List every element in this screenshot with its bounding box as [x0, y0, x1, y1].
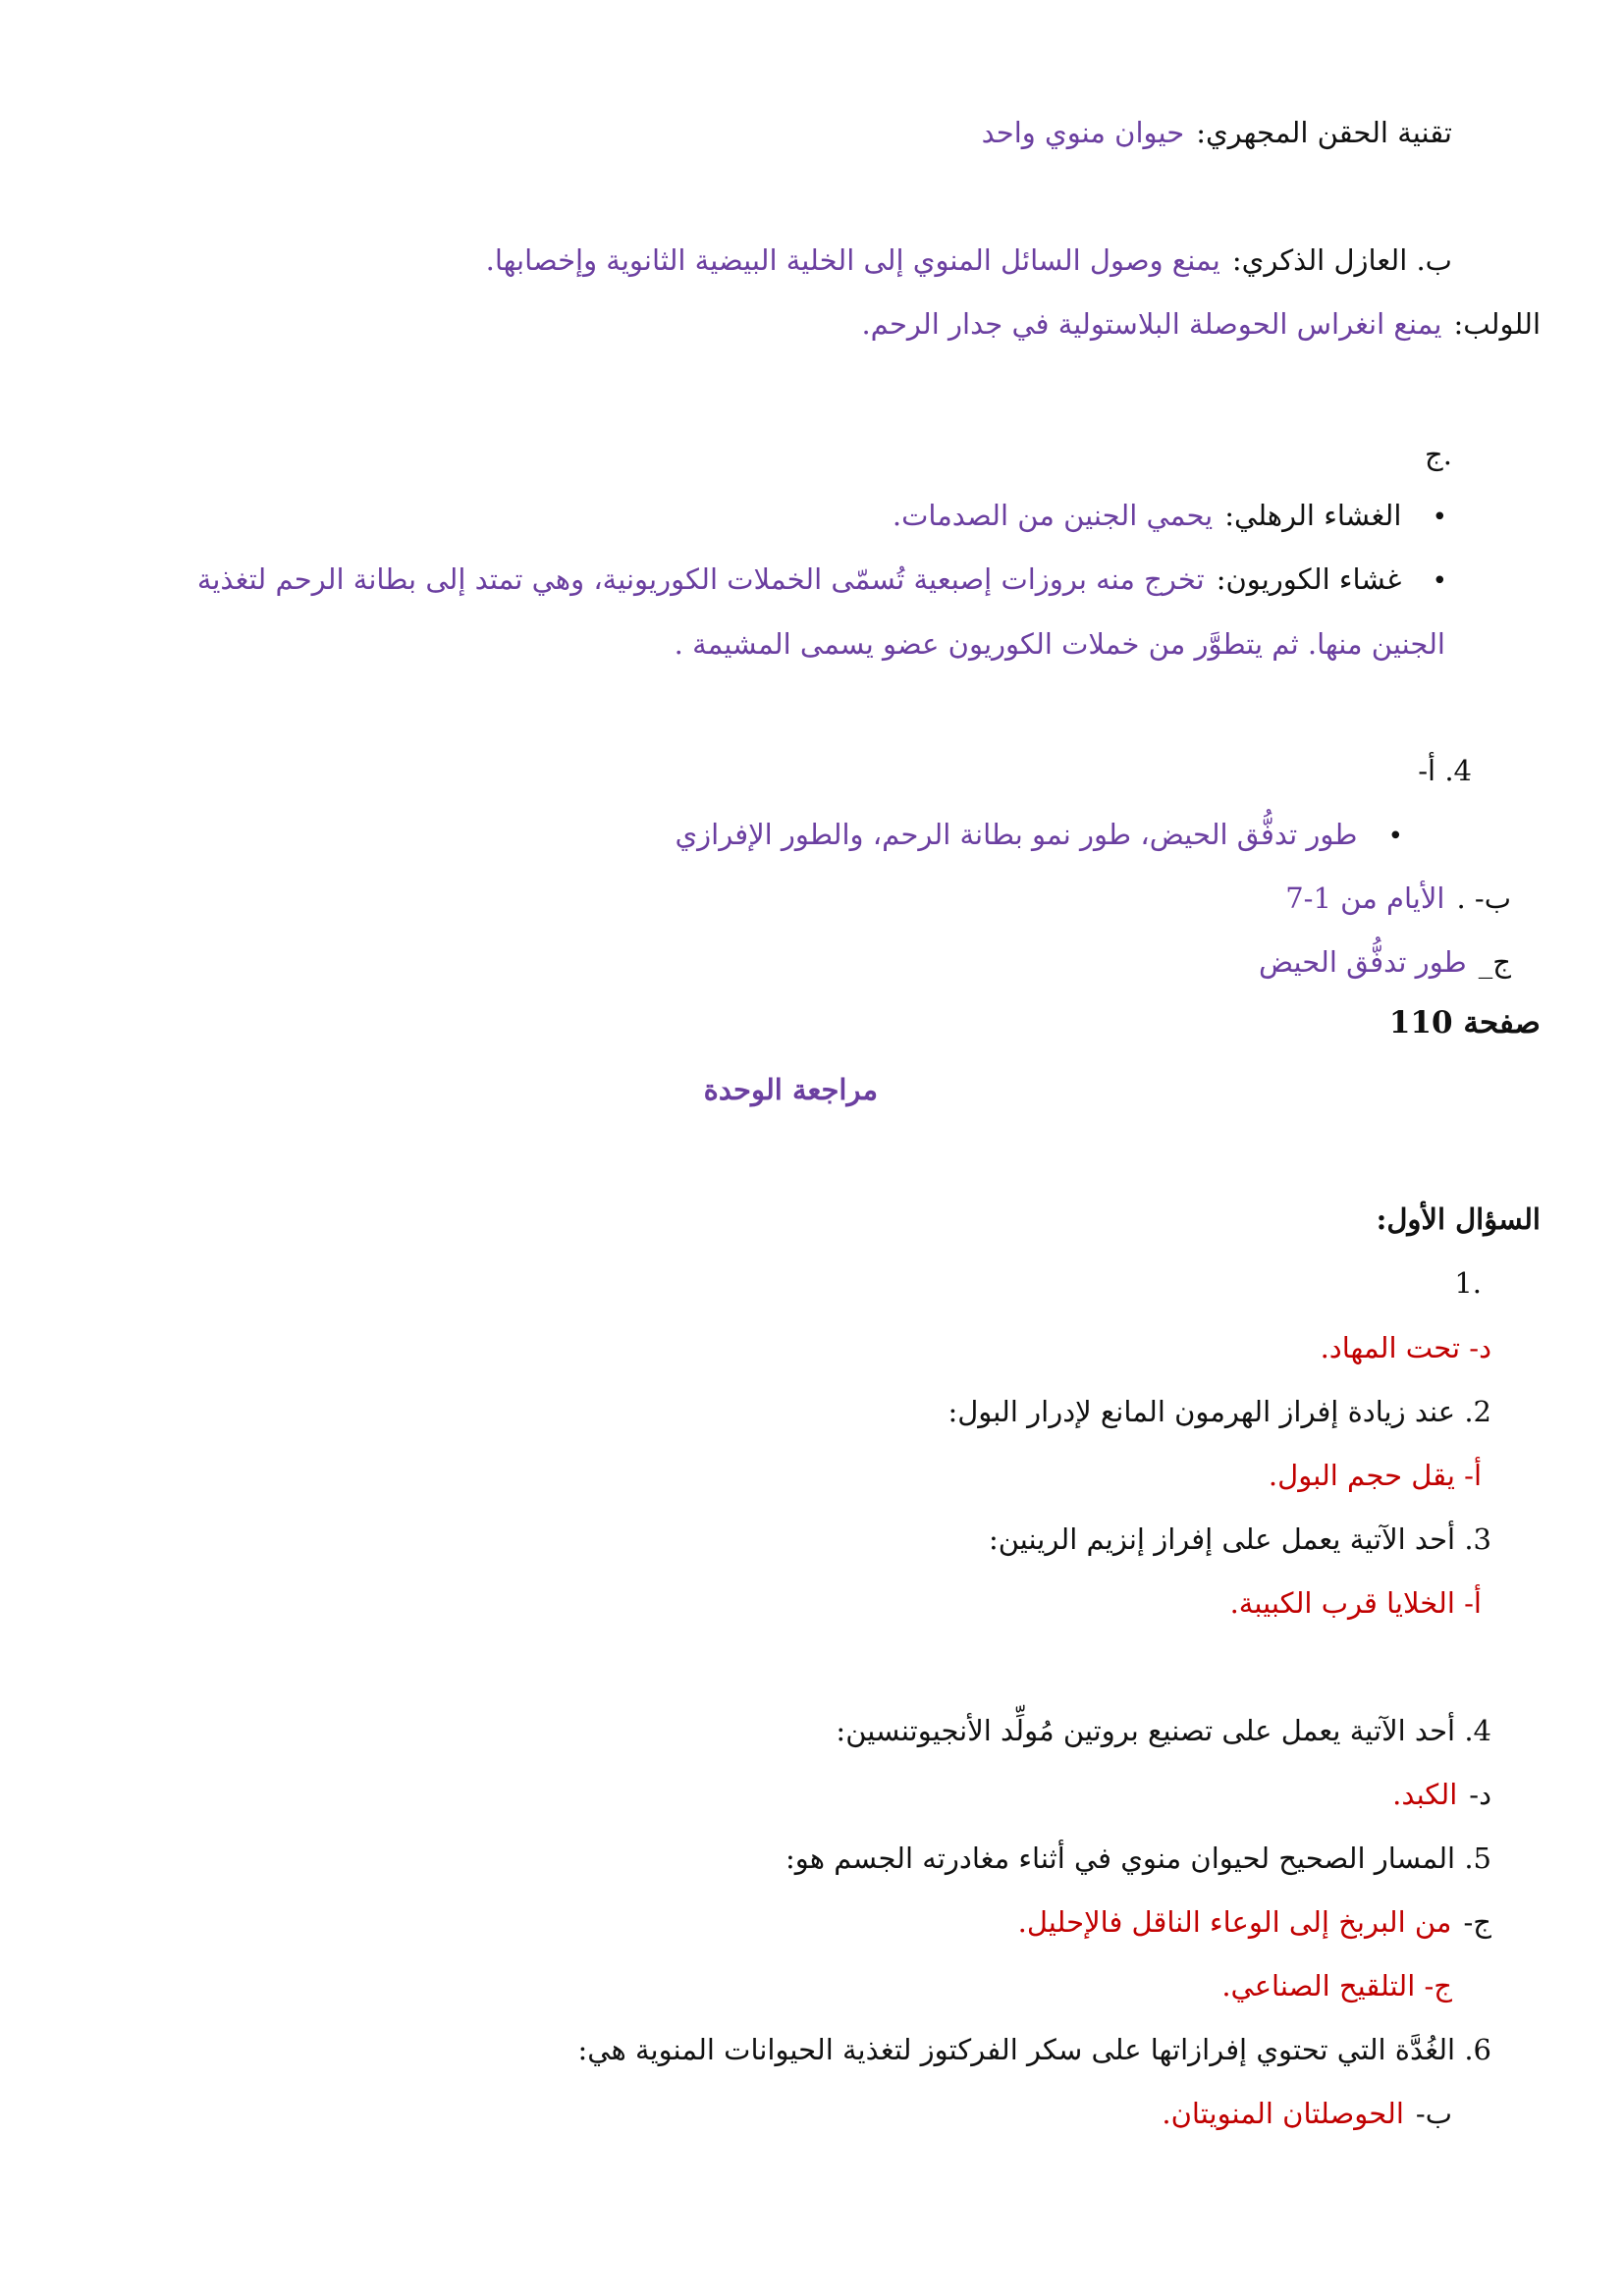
q4-answer-line [1392, 1775, 1491, 1814]
q1-answer: د- تحت المهاد. [1320, 1331, 1491, 1364]
phases-line [675, 815, 1403, 856]
q4c-label: ج_ [1478, 945, 1511, 979]
chorion-answer-2: الجنين منها. ثم يتطوَّر من خملات الكوريون عضو يسمى المشيمة . [674, 627, 1445, 661]
amnion-answer: يحمي الجنين من الصدمات. [892, 499, 1214, 532]
q3-answer: أ- الخلايا قرب الكبيبة. [1229, 1586, 1482, 1620]
section-c-marker: .ج [1425, 438, 1452, 471]
q6-answer-line [1162, 2094, 1452, 2133]
q2-answer: أ- يقل حجم البول. [1268, 1459, 1482, 1492]
amnion-label: الغشاء الرهلي: [1224, 499, 1402, 532]
condom-line [486, 240, 1452, 280]
q4-section-marker: 4. أ- [1418, 754, 1472, 787]
q5-answer: من البربخ إلى الوعاء الناقل فالإحليل. [1017, 1905, 1452, 1939]
q1-number: .1 [1454, 1266, 1482, 1300]
q4-question: 4. أحد الآتية يعمل على تصنيع بروتين مُولِّد الأنجيوتنسين: [836, 1714, 1491, 1747]
iud-line [861, 304, 1541, 344]
iud-label: اللولب: [1453, 307, 1541, 341]
microinjection-line [982, 113, 1452, 152]
phases-answer: طور تدفُّق الحيض، طور نمو بطانة الرحم، والطور الإفرازي [675, 818, 1358, 851]
q2-question: 2. عند زيادة إفراز الهرمون المانع لإدرار البول: [947, 1395, 1491, 1428]
microinjection-answer: حيوان منوي واحد [981, 116, 1185, 149]
q4b-label: ب- . [1456, 881, 1511, 915]
unit-review-heading: مراجعة الوحدة [703, 1073, 878, 1106]
q5-answer-line [1018, 1902, 1491, 1942]
q5b-answer: ج- التلقيح الصناعي. [1221, 1969, 1452, 2002]
microinjection-label: تقنية الحقن المجهري: [1196, 116, 1452, 149]
q4c-line [1259, 942, 1511, 982]
condom-answer: يمنع وصول السائل المنوي إلى الخلية البيضية الثانوية وإخصابها. [485, 243, 1220, 277]
chorion-answer-1: تخرج منه بروزات إصبعية تُسمّى الخملات الكوريونية، وهي تمتد إلى بطانة الرحم لتغذية [196, 562, 1205, 596]
q6-question: 6. الغُدَّة التي تحتوي إفرازاتها على سكر الفركتوز لتغذية الحيوانات المنوية هي: [577, 2033, 1491, 2066]
q4c-answer: طور تدفُّق الحيض [1259, 945, 1467, 979]
q5-question: 5. المسار الصحيح لحيوان منوي في أثناء مغادرته الجسم هو: [785, 1842, 1491, 1875]
q4b-line [1285, 879, 1511, 918]
q4-answer-prefix: د- [1469, 1778, 1491, 1811]
q3-question: 3. أحد الآتية يعمل على إفراز إنزيم الرينين: [988, 1522, 1491, 1556]
q5-answer-prefix: ج- [1463, 1905, 1491, 1939]
q6-answer-prefix: ب- [1415, 2097, 1452, 2130]
chorion-line-1 [197, 560, 1447, 601]
amnion-line [893, 496, 1447, 537]
q4b-answer: الأيام من 1-7 [1285, 881, 1445, 915]
q4-answer: الكبد. [1392, 1778, 1458, 1811]
page-heading: صفحة 110 [1388, 1005, 1541, 1041]
first-question-heading: السؤال الأول: [1376, 1202, 1541, 1236]
q6-answer: الحوصلتان المنويتان. [1162, 2097, 1404, 2130]
condom-label: ب. العازل الذكري: [1231, 243, 1452, 277]
chorion-label: غشاء الكوريون: [1216, 562, 1402, 596]
iud-answer: يمنع انغراس الحوصلة البلاستولية في جدار الرحم. [861, 307, 1442, 341]
